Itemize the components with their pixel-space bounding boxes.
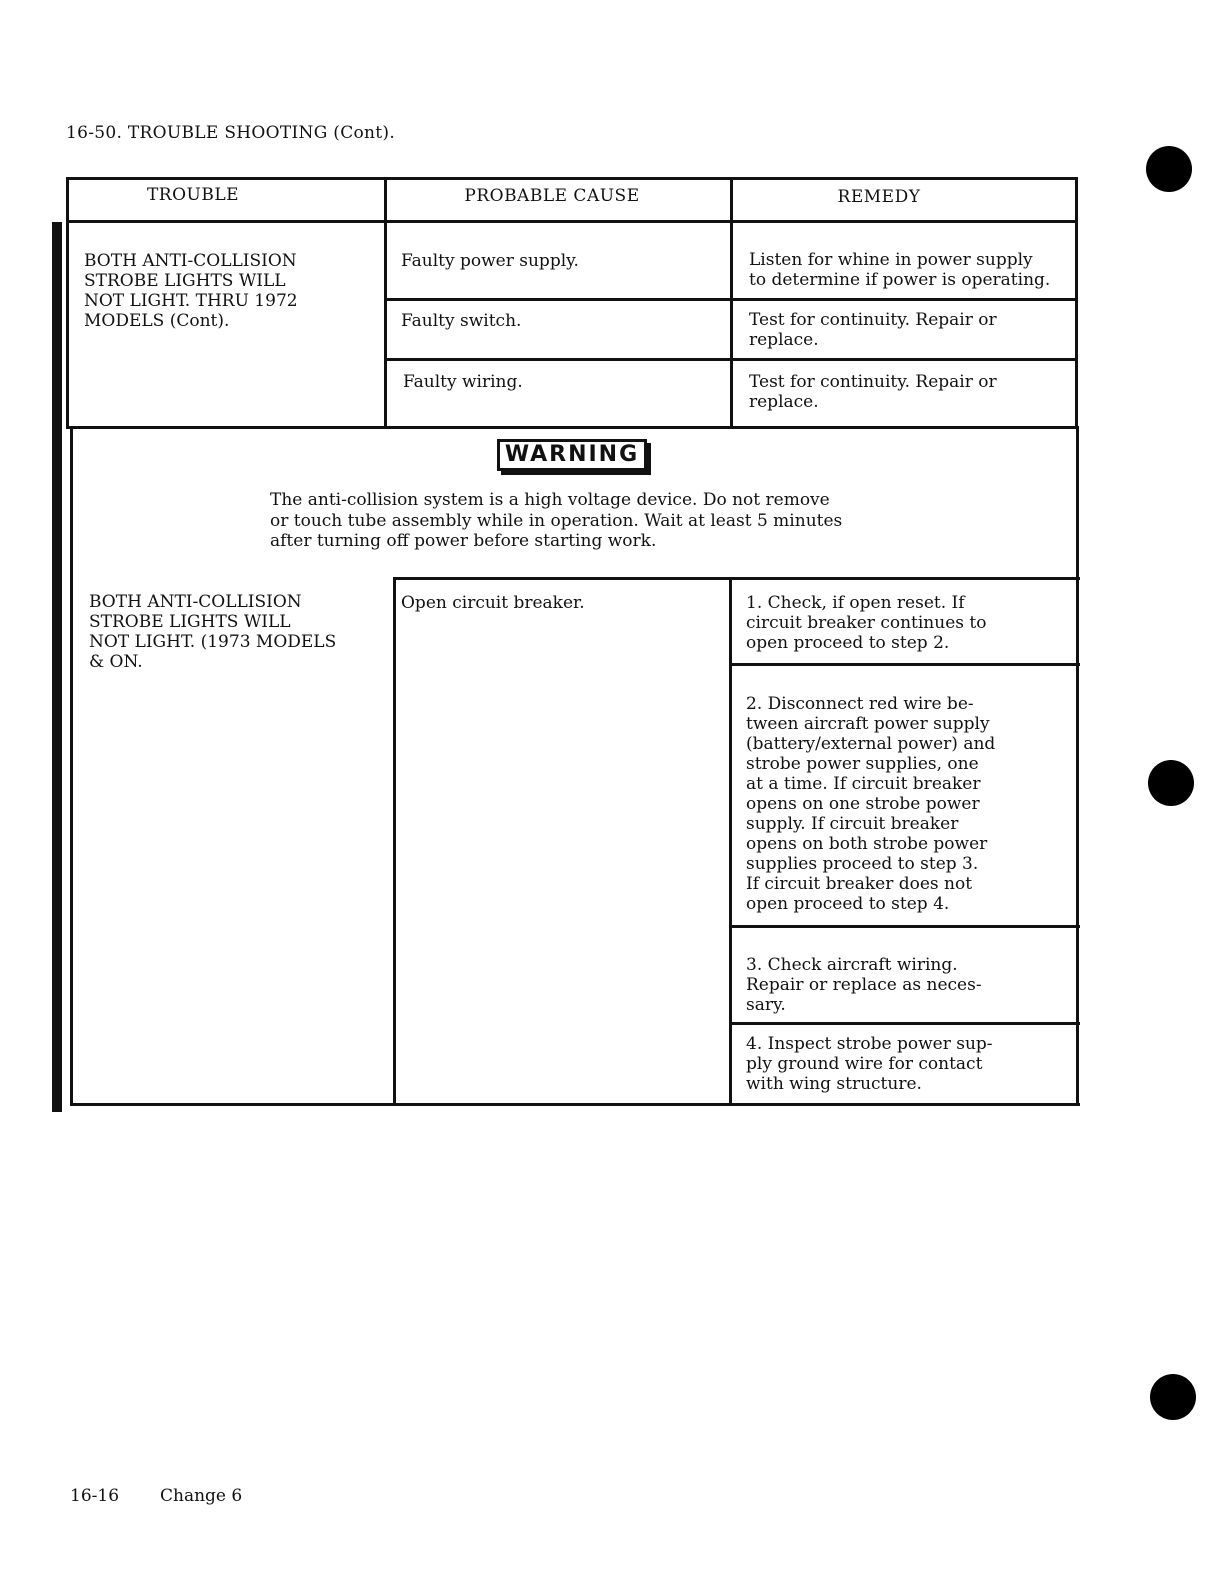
table-border-right [1075, 177, 1078, 429]
trouble-thru-1972: BOTH ANTI-COLLISION STROBE LIGHTS WILL NOT LIGHT. THRU 1972 MODELS (Cont). [84, 251, 298, 331]
remedy-cell: Test for continuity. Repair or replace. [749, 372, 997, 412]
change-number: Change 6 [160, 1486, 243, 1506]
warning-top-divider [66, 426, 1078, 429]
page-number: 16-16 [70, 1486, 120, 1506]
column-divider-lower [729, 577, 732, 1106]
warning-bottom-divider [393, 577, 1080, 580]
change-bar [52, 222, 62, 1112]
remedy-step: 3. Check aircraft wiring. Repair or replace as neces- sary. [746, 955, 982, 1015]
section-title: 16-50. TROUBLE SHOOTING (Cont). [66, 123, 396, 143]
table-border-bottom [70, 1103, 1080, 1106]
table-border-left-lower [70, 426, 73, 1106]
table-border-left [66, 177, 69, 429]
header-trouble: TROUBLE [146, 185, 240, 205]
binder-hole [1146, 146, 1192, 192]
column-divider [730, 177, 733, 429]
warning-label: WARNING [497, 439, 647, 471]
warning-text: The anti-collision system is a high voltage device. Do not remove or touch tube assembly while in operation. Wait at least 5 minutes after turning off power before starting work. [270, 490, 843, 551]
remedy-divider [729, 663, 1080, 666]
column-divider-lower [393, 577, 396, 1106]
header-divider [66, 220, 1078, 223]
header-probable-cause: PROBABLE CAUSE [464, 186, 640, 206]
remedy-divider [729, 1022, 1080, 1025]
remedy-step: 1. Check, if open reset. If circuit breaker continues to open proceed to step 2. [746, 593, 987, 653]
header-remedy: REMEDY [837, 187, 921, 207]
cause-cell: Faulty wiring. [403, 372, 523, 392]
column-divider [384, 177, 387, 429]
table-border-top [66, 177, 1078, 180]
cause-open-circuit-breaker: Open circuit breaker. [401, 593, 585, 613]
remedy-divider [729, 925, 1080, 928]
binder-hole [1148, 760, 1194, 806]
cause-cell: Faulty power supply. [401, 251, 579, 271]
remedy-step: 2. Disconnect red wire be- tween aircraft power supply (battery/external power) and strobe power supplies, one at a time. If circuit breaker opens on one strobe power supply. If circuit breaker opens on both strobe power supplies proceed to step 3. If circuit breaker does not open proceed to step 4. [746, 694, 996, 914]
remedy-cell: Test for continuity. Repair or replace. [749, 310, 997, 350]
remedy-step: 4. Inspect strobe power sup- ply ground wire for contact with wing structure. [746, 1034, 993, 1094]
cause-cell: Faulty switch. [401, 311, 522, 331]
binder-hole [1150, 1374, 1196, 1420]
table-border-right-lower [1076, 426, 1079, 1106]
remedy-cell: Listen for whine in power supply to determine if power is operating. [749, 250, 1051, 290]
trouble-1973-and-on: BOTH ANTI-COLLISION STROBE LIGHTS WILL NOT LIGHT. (1973 MODELS & ON. [89, 592, 337, 672]
